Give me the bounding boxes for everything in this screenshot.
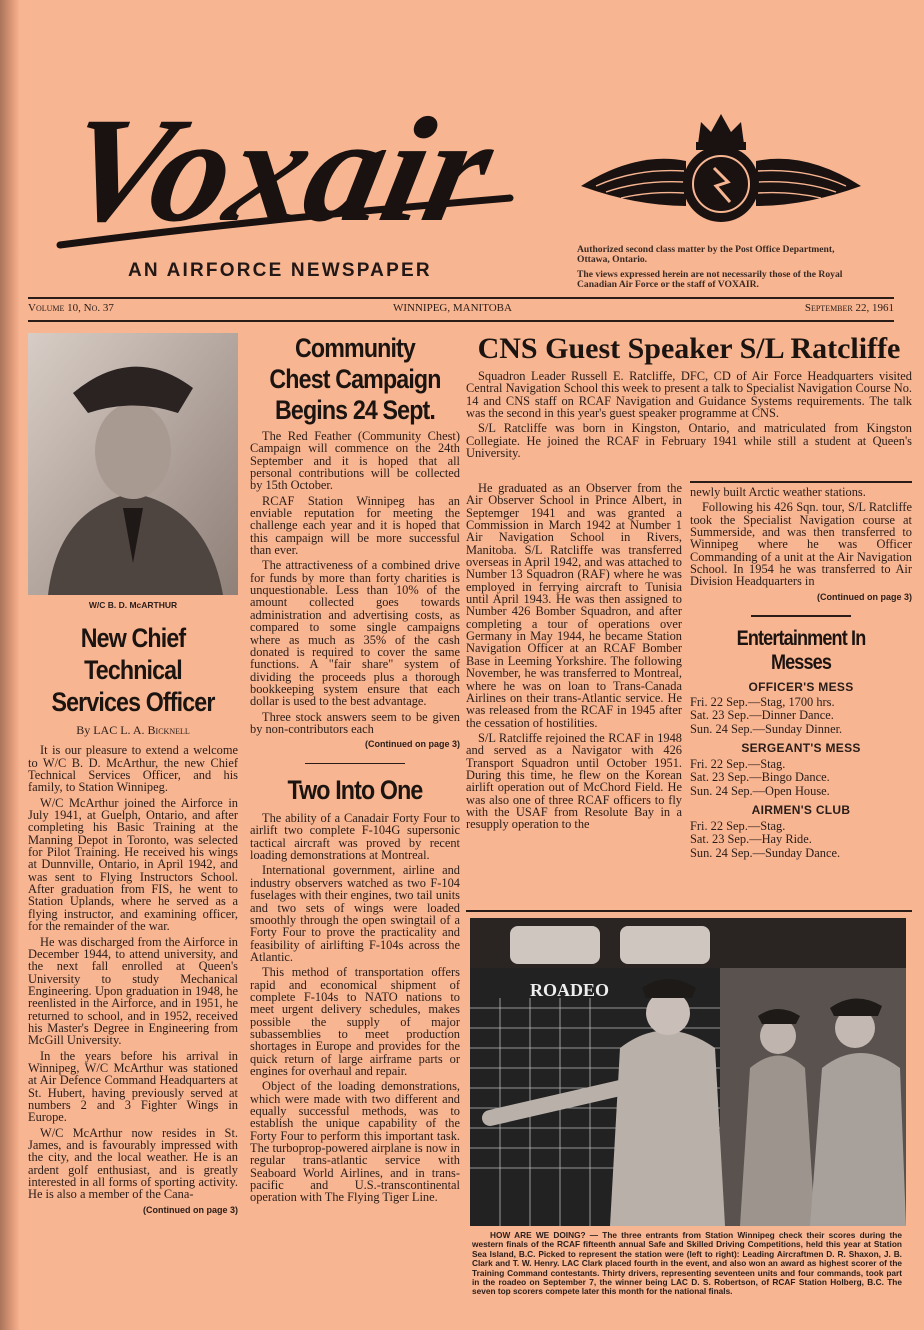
headline-two-into-one: Two Into One (287, 775, 423, 806)
issue-date: September 22, 1961 (804, 302, 894, 314)
headline-new-chief: New Chief Technical Services Officer (51, 623, 215, 717)
divider (751, 615, 851, 617)
byline (28, 724, 238, 736)
voxair-logo (50, 70, 520, 260)
paragraph: RCAF Station Winnipeg has an enviable reputation for meeting the challenge each year and it is hoped that this campaign will be more successful than ever. (250, 493, 460, 558)
paragraph: The attractiveness of a combined drive for funds by more than forty charities is unquestionable. Less than 10% of the amount collected goes towards administration and advertising costs, as compared to some single campaigns where as much as 35% of the cash donated is required to cover the same functions. A "fair share" system of dividing the proceeds plus a thorough bookkeeping system ensure that each dollar is used to the best advantage. (250, 558, 460, 709)
paragraph: The Red Feather (Community Chest) Campaign will commence on the 24th September and it is hoped that all personal contributions will be collected by 15th October. (250, 429, 460, 493)
mess-event: Fri. 22 Sep.—Stag, 1700 hrs. (690, 694, 835, 709)
caption-lead: HOW ARE WE DOING? — (490, 1230, 599, 1240)
continued-link[interactable]: (Continued on page 3) (365, 739, 460, 750)
divider (305, 763, 405, 765)
mess-event: Sat. 23 Sep.—Bingo Dance. (690, 770, 830, 785)
mcarthur-portrait-photo (28, 333, 238, 595)
paragraph: Squadron Leader Russell E. Ratcliffe, DFC, CD of Air Force Headquarters visited Central Navigation School this week to present a talk to Specialist Navigation Course No. 14 and CNS staff on RCAF Navigation and Guidance Systems requirements. The talk was the second in this year's guest speaker programme at CNS. (466, 369, 912, 421)
column-rule (690, 481, 912, 483)
photo-rule (466, 910, 912, 912)
paragraph: It is our pleasure to extend a welcome to W/C B. D. McArthur, the new Chief Technical Services Officer, and his family, to Station Winnipeg. (28, 743, 238, 795)
article-cns-col-b (690, 486, 912, 860)
mess-event: Sat. 23 Sep.—Dinner Dance. (690, 708, 834, 723)
rcaf-wings-emblem-icon (576, 106, 866, 236)
svg-text:Voxair: Voxair (51, 86, 495, 253)
headline-cns-guest-speaker: CNS Guest Speaker S/L Ratcliffe (477, 332, 901, 365)
paragraph: He graduated as an Observer from the Air Observer School in Prince Albert, in Septemger 1941 and was granted a Commission in March 1942 at Number 1 Air Navigation School in Rivers, Manitoba. S/L Ratcliffe was transferred overseas in April 1942, and was attached to Number 13 Squadron (RAF) where he was employed in ferrying aircraft to Tunisia until April 1943. He was then assigned to Number 426 Bomber Squadron, and after completing a tour of operations over Germany in May 1944, he became Station Navigation Officer at an RCAF Bomber Base in Leeming Yorkshire. The following November, he was transferred to Montreal, where he was on loan to Trans-Canada Airlines on their trans-Atlantic service. He was released from the RCAF in 1945 after the cessation of hostilities. (466, 481, 682, 730)
continued-link[interactable]: (Continued on page 3) (817, 591, 912, 602)
mess-event: Sun. 24 Sep.—Sunday Dinner. (690, 721, 843, 736)
mess-name: AIRMEN'S CLUB (751, 803, 851, 818)
paragraph: He was discharged from the Airforce in December 1944, to attend university, and the next fall enrolled at Queen's University to study Mechanical Engineering. Upon graduation in 1948, he reenlisted in the Airforce, and in 1951, he returned to school, and in 1952, received his Master's Degree in Engineering from McGill University. (28, 934, 238, 1048)
headline-community-chest: Community Chest Campaign Begins 24 Sept. (269, 333, 441, 425)
caption-text: The three entrants from Station Winnipeg check their scores during the western finals of the RCAF fifteenth annual Safe and Skilled Driving Competitions, held this year at Station Sea Island, B.C. Picked to represent the station were (left to right): Leading Aircraftmen D. R. Shaxon, J. B. Clark and T. W. Henry. LAC Clark placed fourth in the event, and also won an award as highest scorer of the Training Command contestants. Thirty drivers, representing seventeen units and four commands, took part in the roadeo on September 7, the winner being LAC D. S. Robertson, of RCAF Station Holberg, B.C. The seven top scorers compete later this month for the national finals. (472, 1230, 902, 1297)
mess-event: Sun. 24 Sep.—Open House. (690, 783, 830, 798)
paragraph: Following his 426 Sqn. tour, S/L Ratcliffe took the Specialist Navigation course at Summerside, and was then transferred to Winnipeg where he was Officer Commanding of a unit at the Air Navigation School. In 1954 he was transferred to Air Division Headquarters in (690, 500, 912, 589)
disclaimer: The views expressed herein are not necessarily those of the Royal Canadian Air Force or the staff of VOXAIR. (577, 269, 843, 290)
masthead-rule-bottom (28, 320, 894, 322)
byline-prefix: By LAC (76, 723, 118, 737)
volume-number: Volume 10, No. 37 (28, 302, 114, 314)
headline-entertainment: Entertainment In Messes (736, 626, 866, 674)
paragraph: Three stock answers seem to be given by non-contributors each (250, 709, 460, 736)
article-cns-col-a (466, 482, 682, 831)
mess-sergeants (690, 742, 912, 798)
paragraph: The ability of a Canadair Forty Four to airlift two complete F-104G supersonic tactical aircraft was proved by recent loading demonstrations at Montreal. (250, 811, 460, 863)
roadeo-scoreboard-photo (470, 918, 906, 1226)
mess-name: SERGEANT'S MESS (741, 741, 861, 756)
city: WINNIPEG, MANITOBA (393, 302, 512, 314)
byline-author: L. A. Bicknell (120, 723, 190, 737)
article-community-chest (250, 333, 460, 1204)
article-cns-intro (466, 370, 912, 459)
mess-event: Fri. 22 Sep.—Stag. (690, 756, 786, 771)
paragraph: newly built Arctic weather stations. (690, 485, 866, 499)
paragraph: International government, airline and industry observers watched as two F-104 fuselages with their engines, two tail units and two sets of wings were loaded smoothly through the open swingtail of a Forty Four to prove the practicality and feasibility of airlifting F-104s across the Atlantic. (250, 863, 460, 964)
paragraph: Object of the loading demonstrations, which were made with two different and equally successful methods, was to establish the unique capability of the Forty Four to perform this important task. The turboprop-powered airplane is now in regular trans-atlantic service with Seaboard World Airlines, and in trans-pacific and U.S.-transcontinental operation with The Flying Tiger Line. (250, 1079, 460, 1205)
dateline (28, 302, 894, 318)
paragraph: S/L Ratcliffe was born in Kingston, Ontario, and matriculated from Kingston Collegiate. He joined the RCAF in February 1941 while still a student at Queen's University. (466, 421, 912, 461)
paragraph: W/C McArthur now resides in St. James, and is favourably impressed with the city, and the local weather. He is an ardent golf enthusiast, and is greatly interested in all forms of sporting activity. He is also a member of the Cana- (28, 1125, 238, 1202)
paragraph: This method of transportation offers rapid and economical shipment of complete F-104s to NATO nations to meet urgent delivery schedules, makes possible the supply of major subassemblies to meet production shortages in Europe and provides for the quick return of large airframe parts or engines for overhaul and repair. (250, 965, 460, 1078)
mess-officers (690, 681, 912, 737)
paragraph: W/C McArthur joined the Airforce in July 1941, at Guelph, Ontario, and after completing his Basic Training at the Manning Depot in Toronto, was selected for Pilot Training. He received his wings at Dunnville, Ontario, in April 1942, and was sent to Flying Instructors School. After graduation from FIS, he went to Station Uplands, where he served as a flying instructor, and examining officer, for the remainder of the war. (28, 795, 238, 934)
roadeo-photo-caption (472, 1231, 902, 1297)
mess-airmens-club (690, 804, 912, 860)
page-binding-shadow (0, 0, 20, 1330)
paragraph: In the years before his arrival in Winnipeg, W/C McArthur was stationed at Air Defence Command Headquarters at St. Hubert, having previously served at numbers 2 and 3 Fighter Wings in Europe. (28, 1048, 238, 1125)
paragraph: S/L Ratcliffe rejoined the RCAF in 1948 and served as a Navigator with 426 Transport Squadron until October 1951. During this time, he flew on the Korean airlift operation out of McChord Field. He was also one of three RCAF officers to fly with the USAF from Resolute Bay in a resupply operation to the (466, 730, 682, 832)
postal-notice (577, 245, 867, 295)
article-new-chief (28, 622, 238, 1216)
mess-name: OFFICER'S MESS (748, 679, 854, 694)
photo-caption-mcarthur: W/C B. D. McARTHUR (88, 600, 178, 610)
mess-event: Sat. 23 Sep.—Hay Ride. (690, 832, 812, 847)
masthead-tagline: AN AIRFORCE NEWSPAPER (128, 260, 432, 281)
postal-authorization: Authorized second class matter by the Post Office Department, Ottawa, Ontario. (577, 244, 835, 265)
mess-event: Fri. 22 Sep.—Stag. (690, 818, 786, 833)
mess-event: Sun. 24 Sep.—Sunday Dance. (690, 845, 841, 860)
masthead-rule-top (28, 297, 894, 299)
continued-link[interactable]: (Continued on page 3) (143, 1204, 238, 1215)
scoreboard-title: ROADEO (530, 980, 610, 1000)
